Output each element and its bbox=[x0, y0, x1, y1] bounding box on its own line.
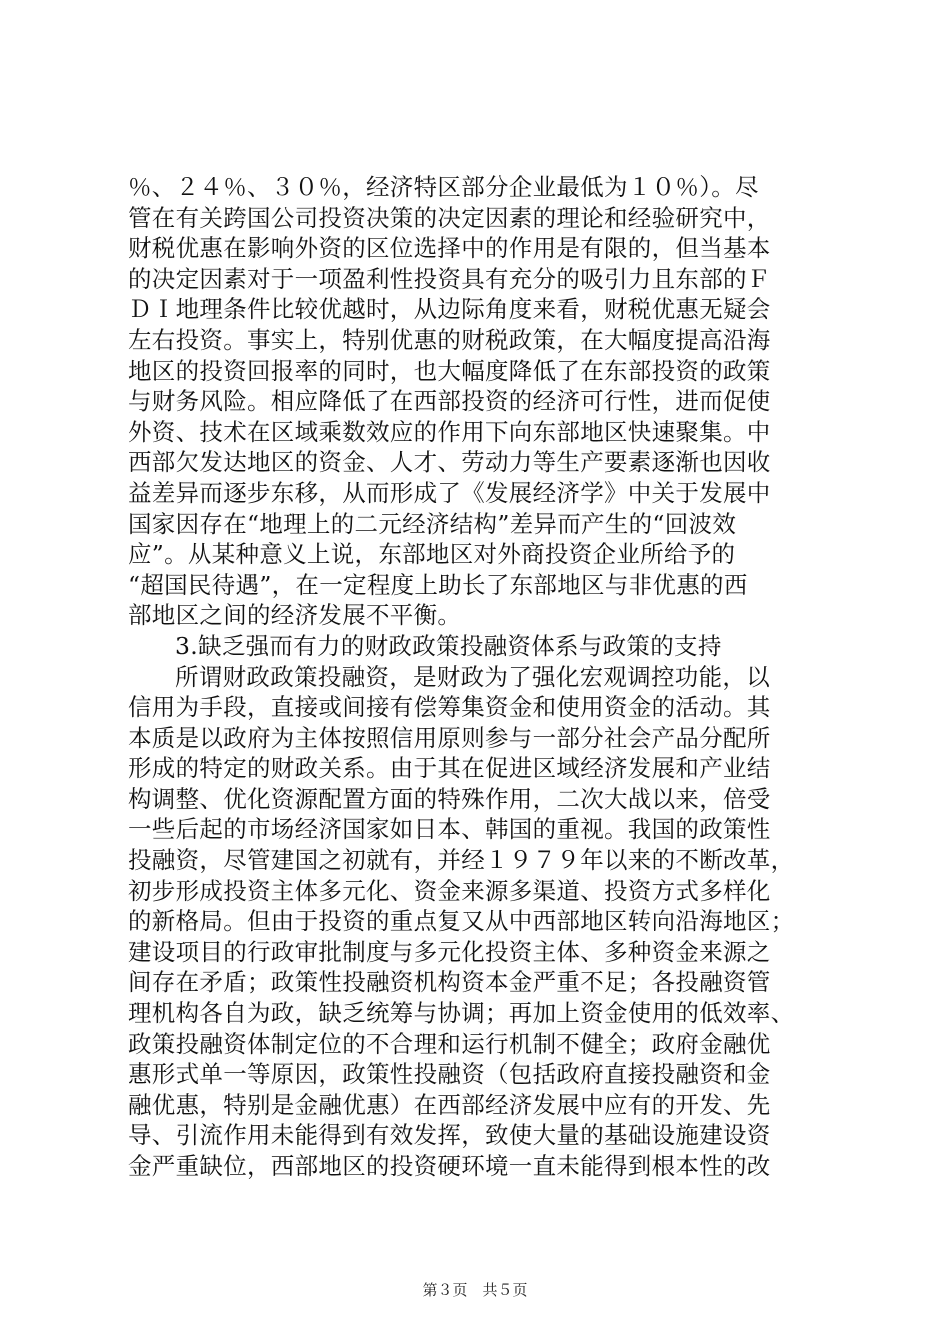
text-line: 建设项目的行政审批制度与多元化投资主体、多种资金来源之 bbox=[128, 937, 771, 966]
text-line: 导、引流作用未能得到有效发挥，致使大量的基础设施建设资 bbox=[128, 1121, 771, 1150]
text-line: 本质是以政府为主体按照信用原则参与一部分社会产品分配所 bbox=[128, 723, 771, 752]
text-line: 国家因存在“地理上的二元经济结构”差异而产生的“回波效 bbox=[128, 509, 737, 538]
text-line: ％、２４％、３０％，经济特区部分企业最低为１０％）。尽 bbox=[128, 173, 759, 201]
text-line: 所谓财政政策投融资，是财政为了强化宏观调控功能，以 bbox=[175, 662, 770, 691]
text-line: 西部欠发达地区的资金、人才、劳动力等生产要素逐渐也因收 bbox=[128, 448, 771, 477]
text-line: 管在有关跨国公司投资决策的决定因素的理论和经验研究中， bbox=[128, 203, 771, 232]
text-line: 间存在矛盾；政策性投融资机构资本金严重不足；各投融资管 bbox=[128, 968, 771, 997]
text-line: 一些后起的市场经济国家如日本、韩国的重视。我国的政策性 bbox=[128, 815, 771, 844]
text-line: 外资、技术在区域乘数效应的作用下向东部地区快速聚集。中 bbox=[128, 417, 771, 446]
text-line: 左右投资。事实上，特别优惠的财税政策，在大幅度提高沿海 bbox=[128, 325, 771, 354]
text-line: 财税优惠在影响外资的区位选择中的作用是有限的，但当基本 bbox=[128, 234, 771, 263]
text-line: 益差异而逐步东移，从而形成了《发展经济学》中关于发展中 bbox=[128, 478, 771, 507]
text-line: 投融资，尽管建国之初就有，并经１９７９年以来的不断改革， bbox=[128, 846, 795, 875]
section-heading: 3.缺乏强而有力的财政政策投融资体系与政策的支持 bbox=[175, 631, 722, 660]
text-line: “超国民待遇”，在一定程度上助长了东部地区与非优惠的西 bbox=[128, 570, 748, 599]
text-line: 构调整、优化资源配置方面的特殊作用，二次大战以来，倍受 bbox=[128, 784, 771, 813]
text-line: 惠形式单一等原因，政策性投融资（包括政府直接投融资和金 bbox=[128, 1060, 771, 1089]
text-line: 部地区之间的经济发展不平衡。 bbox=[128, 601, 462, 630]
text-line: 形成的特定的财政关系。由于其在促进区域经济发展和产业结 bbox=[128, 754, 771, 783]
text-line: 的决定因素对于一项盈利性投资具有充分的吸引力且东部的Ｆ bbox=[128, 264, 771, 293]
text-line: ＤＩ地理条件比较优越时，从边际角度来看，财税优惠无疑会 bbox=[128, 295, 771, 324]
text-line: 与财务风险。相应降低了在西部投资的经济可行性，进而促使 bbox=[128, 387, 771, 416]
text-line: 初步形成投资主体多元化、资金来源多渠道、投资方式多样化 bbox=[128, 876, 771, 905]
page-number-footer: 第３页 共５页 bbox=[422, 1281, 528, 1299]
text-line: 的新格局。但由于投资的重点复又从中西部地区转向沿海地区； bbox=[128, 907, 795, 936]
text-line: 应”。从某种意义上说，东部地区对外商投资企业所给予的 bbox=[128, 540, 736, 569]
text-line: 信用为手段，直接或间接有偿筹集资金和使用资金的活动。其 bbox=[128, 693, 771, 722]
text-line: 政策投融资体制定位的不合理和运行机制不健全；政府金融优 bbox=[128, 1029, 771, 1058]
text-line: 融优惠，特别是金融优惠）在西部经济发展中应有的开发、先 bbox=[128, 1090, 771, 1119]
text-line: 理机构各自为政，缺乏统筹与协调；再加上资金使用的低效率、 bbox=[128, 999, 795, 1028]
document-body bbox=[128, 172, 834, 1182]
text-line: 金严重缺位，西部地区的投资硬环境一直未能得到根本性的改 bbox=[128, 1152, 771, 1180]
text-line: 地区的投资回报率的同时，也大幅度降低了在东部投资的政策 bbox=[128, 356, 771, 385]
